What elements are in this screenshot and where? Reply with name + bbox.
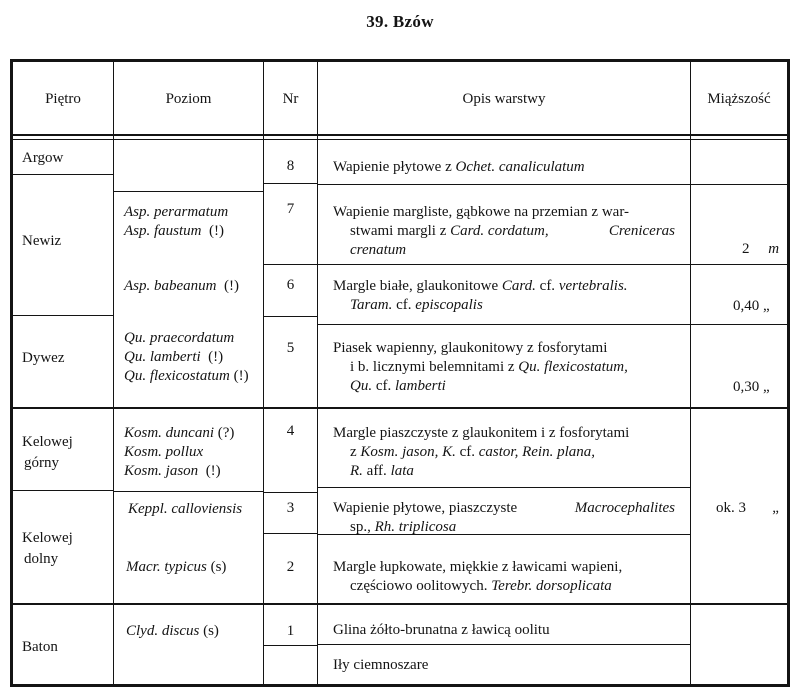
poziom-qu-lamberti: Qu. lamberti (!) (124, 349, 224, 365)
rule (318, 264, 690, 265)
header-pietro: Piętro (45, 91, 81, 107)
opis-4-line-1: Margle piaszczyste z glaukonitem i z fosforytami (333, 425, 630, 441)
rule (318, 644, 690, 645)
rule (264, 183, 317, 184)
rule (264, 492, 317, 493)
header-rule (10, 134, 790, 136)
pietro-kelowej-dolny-2: dolny (24, 551, 59, 567)
opis-3-line-1: Wapienie płytowe, piaszczyste Macrocephalites (333, 500, 675, 516)
opis-2-line-2: częściowo oolitowych. Terebr. dorsoplicata (350, 578, 612, 594)
rule (318, 324, 690, 325)
poziom-macr-typicus: Macr. typicus (s) (126, 559, 227, 575)
rule (12, 490, 113, 491)
table-border-right (787, 59, 790, 687)
rule (691, 264, 787, 265)
col-line-1 (113, 59, 114, 687)
opis-8: Wapienie płytowe z Ochet. canaliculatum (333, 159, 585, 175)
nr-2: 2 (286, 559, 295, 575)
rule (691, 184, 787, 185)
nr-8: 8 (286, 158, 295, 174)
table-border-bottom (10, 684, 790, 687)
section-rule-1 (10, 407, 790, 409)
nr-6: 6 (286, 277, 295, 293)
opis-7-line-1: Wapienie margliste, gąbkowe na przemian z war- (333, 204, 630, 220)
nr-7: 7 (286, 201, 295, 217)
table-border-top (10, 59, 790, 62)
rule (318, 184, 690, 185)
rule (264, 264, 317, 265)
pietro-kelowej-gorny: Kelowej (22, 434, 73, 450)
table-border-left (10, 59, 13, 687)
rule (12, 174, 113, 175)
nr-1: 1 (286, 623, 295, 639)
col-line-4 (690, 59, 691, 687)
opis-2-line-1: Margle łupkowate, miękkie z ławicami wapieni, (333, 559, 623, 575)
opis-4-line-3: R. aff. lata (350, 463, 414, 479)
rule (691, 324, 787, 325)
opis-6-line-1: Margle białe, glaukonitowe Card. cf. vertebralis. (333, 278, 628, 294)
opis-3-line-2: sp., Rh. triplicosa (350, 519, 457, 535)
rule (264, 645, 317, 646)
poziom-qu-praecordatum: Qu. praecordatum (124, 330, 235, 346)
rule (264, 316, 317, 317)
nr-5: 5 (286, 340, 295, 356)
poziom-asp-perarmatum: Asp. perarmatum (124, 204, 229, 220)
rule (12, 315, 113, 316)
opis-4-line-2: z Kosm. jason, K. cf. castor, Rein. plana, (350, 444, 596, 460)
miazszosc-040: 0,40 „ (733, 298, 770, 314)
col-line-2 (263, 59, 264, 687)
nr-4: 4 (286, 423, 295, 439)
opis-5-line-3: Qu. cf. lamberti (350, 378, 446, 394)
opis-5-line-1: Piasek wapienny, glaukonitowy z fosforytami (333, 340, 608, 356)
poziom-kosm-duncani: Kosm. duncani (?) (124, 425, 235, 441)
miazszosc-030: 0,30 „ (733, 379, 770, 395)
header-nr: Nr (282, 91, 299, 107)
opis-7-line-3: crenatum (350, 242, 407, 258)
header-rule-2 (10, 139, 790, 140)
pietro-argow: Argow (22, 150, 64, 166)
rule (264, 533, 317, 534)
opis-5-line-2: i b. licznymi belemnitami z Qu. flexicostatum, (350, 359, 628, 375)
page-title: 39. Bzów (366, 12, 434, 31)
pietro-baton: Baton (22, 639, 58, 655)
col-line-3 (317, 59, 318, 687)
opis-1: Glina żółto-brunatna z ławicą oolitu (333, 622, 550, 638)
poziom-asp-babeanum: Asp. babeanum (!) (124, 278, 239, 294)
pietro-newiz: Newiz (22, 233, 62, 249)
poziom-kosm-jason: Kosm. jason (!) (124, 463, 221, 479)
opis-7-line-2: stwami margli z Card. cordatum, Creniceras (350, 223, 675, 239)
opis-6-line-2: Taram. cf. episcopalis (350, 297, 483, 313)
header-miazszosc: Miąższość (707, 91, 771, 107)
miazszosc-2m: 2 m (742, 241, 780, 257)
section-rule-2 (10, 603, 790, 605)
rule (114, 191, 263, 192)
rule (318, 487, 690, 488)
opis-0: Iły ciemnoszare (333, 657, 429, 673)
rule (114, 491, 263, 492)
header-poziom: Poziom (165, 91, 212, 107)
poziom-keppl: Keppl. calloviensis (128, 501, 243, 517)
poziom-clyd-discus: Clyd. discus (s) (126, 623, 219, 639)
miazszosc-ok3: ok. 3 „ (716, 500, 779, 516)
poziom-qu-flexicostatum: Qu. flexicostatum (!) (124, 368, 249, 384)
poziom-asp-faustum: Asp. faustum (!) (124, 223, 225, 239)
header-opis: Opis warstwy (462, 91, 546, 107)
pietro-kelowej-gorny-2: górny (24, 455, 59, 471)
poziom-kosm-pollux: Kosm. pollux (124, 444, 204, 460)
nr-3: 3 (286, 500, 295, 516)
pietro-dywez: Dywez (22, 350, 65, 366)
pietro-kelowej-dolny: Kelowej (22, 530, 73, 546)
